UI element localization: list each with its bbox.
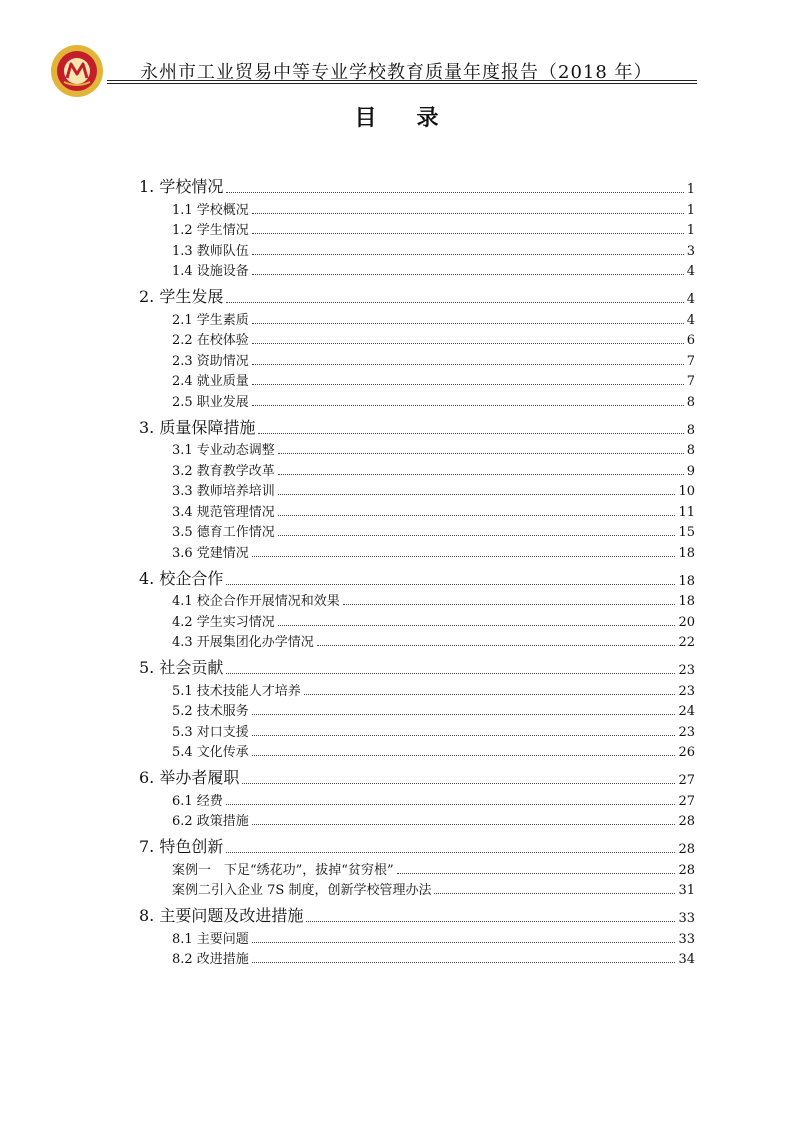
toc-section	[139, 764, 695, 829]
toc-page-number: 20	[678, 614, 695, 630]
toc-page-number: 18	[678, 545, 695, 561]
toc-item-label: 2.3 资助情况	[172, 353, 249, 369]
toc-item-entry[interactable]	[139, 389, 695, 410]
toc-section	[139, 565, 695, 651]
leader-dots	[226, 672, 675, 674]
toc-page-number: 9	[686, 463, 695, 479]
toc-item-entry[interactable]	[139, 520, 695, 541]
toc-item-entry[interactable]	[139, 947, 695, 968]
toc-page-number: 33	[678, 911, 695, 926]
toc-item-label: 3.1 专业动态调整	[172, 443, 275, 458]
toc-page-number: 4	[686, 264, 695, 279]
toc-item-entry[interactable]	[139, 589, 695, 610]
toc-section	[139, 173, 695, 279]
toc-item-entry[interactable]	[139, 699, 695, 720]
leader-dots	[252, 342, 684, 344]
leader-dots	[252, 555, 676, 557]
table-of-contents	[139, 170, 695, 971]
toc-item-label: 1.1 学校概况	[172, 202, 249, 218]
toc-item-label: 5.2 技术服务	[172, 704, 249, 719]
toc-page-number: 1	[686, 223, 695, 238]
toc-item-label: 4.2 学生实习情况	[172, 614, 275, 630]
leader-dots	[278, 624, 676, 626]
leader-dots	[306, 920, 675, 922]
toc-page-number: 27	[678, 773, 695, 788]
toc-page-number: 8	[686, 394, 695, 410]
toc-section	[139, 654, 695, 760]
leader-dots	[226, 191, 683, 193]
toc-section-label: 5. 社会贡献	[139, 658, 224, 677]
toc-page-number: 23	[678, 724, 695, 740]
toc-item-entry[interactable]	[139, 348, 695, 369]
leader-dots	[278, 514, 676, 516]
leader-dots	[278, 493, 676, 495]
toc-item-entry[interactable]	[139, 218, 695, 239]
leader-dots	[252, 734, 676, 736]
leader-dots	[278, 473, 684, 475]
toc-section-entry[interactable]	[139, 902, 695, 926]
toc-item-entry[interactable]	[139, 857, 695, 878]
leader-dots	[226, 803, 676, 805]
leader-dots	[242, 782, 675, 784]
leader-dots	[397, 872, 676, 874]
toc-item-entry[interactable]	[139, 719, 695, 740]
toc-page-number: 26	[678, 745, 695, 760]
toc-item-entry[interactable]	[139, 479, 695, 500]
leader-dots	[252, 232, 684, 234]
toc-page-number: 3	[686, 243, 695, 259]
toc-page-number: 15	[678, 525, 695, 540]
toc-section-entry[interactable]	[139, 283, 695, 307]
toc-item-label: 案例二引入企业 7S 制度，创新学校管理办法	[172, 883, 432, 898]
toc-item-label: 3.2 教育教学改革	[172, 463, 275, 479]
toc-section-label: 6. 举办者履职	[139, 768, 240, 787]
toc-item-entry[interactable]	[139, 259, 695, 280]
toc-item-label: 5.3 对口支援	[172, 724, 249, 740]
header-title: 永州市工业贸易中等专业学校教育质量年度报告（2018 年）	[140, 62, 653, 83]
toc-page-number: 1	[686, 182, 695, 197]
toc-section	[139, 414, 695, 561]
leader-dots	[226, 583, 675, 585]
leader-dots	[278, 452, 684, 454]
toc-item-entry[interactable]	[139, 540, 695, 561]
toc-item-label: 4.1 校企合作开展情况和效果	[172, 594, 340, 609]
toc-page-number: 11	[678, 504, 695, 520]
toc-page-number: 34	[678, 952, 695, 967]
toc-item-label: 4.3 开展集团化办学情况	[172, 635, 314, 650]
toc-item-entry[interactable]	[139, 630, 695, 651]
toc-page-number: 28	[678, 814, 695, 829]
leader-dots	[252, 961, 676, 963]
leader-dots	[252, 404, 684, 406]
toc-section-label: 8. 主要问题及改进措施	[139, 906, 304, 925]
toc-item-entry[interactable]	[139, 609, 695, 630]
toc-section-entry[interactable]	[139, 173, 695, 197]
toc-page-number: 4	[686, 312, 695, 328]
toc-item-entry[interactable]	[139, 740, 695, 761]
toc-item-label: 2.2 在校体验	[172, 333, 249, 348]
toc-page-number: 22	[678, 635, 695, 650]
leader-dots	[252, 322, 684, 324]
toc-page-number: 4	[686, 292, 695, 307]
toc-page-number: 7	[686, 353, 695, 369]
toc-item-entry[interactable]	[139, 438, 695, 459]
toc-section-entry[interactable]	[139, 833, 695, 857]
toc-page-number: 18	[678, 594, 695, 609]
toc-item-label: 3.3 教师培养培训	[172, 484, 275, 499]
toc-item-entry[interactable]	[139, 328, 695, 349]
toc-page-number: 28	[678, 862, 695, 878]
toc-item-entry[interactable]	[139, 238, 695, 259]
toc-item-entry[interactable]	[139, 499, 695, 520]
toc-page-number: 23	[678, 663, 695, 678]
toc-item-label: 2.4 就业质量	[172, 374, 249, 389]
leader-dots	[252, 253, 684, 255]
toc-item-label: 案例一 下足“绣花功”，拔掉“贫穷根”	[172, 862, 394, 878]
toc-section	[139, 283, 695, 410]
toc-page-number: 33	[678, 931, 695, 947]
toc-item-label: 1.2 学生情况	[172, 223, 249, 238]
toc-section-label: 1. 学校情况	[139, 177, 224, 196]
leader-dots	[252, 823, 676, 825]
toc-item-label: 3.4 规范管理情况	[172, 504, 275, 520]
leader-dots	[317, 644, 676, 646]
toc-page-number: 1	[686, 202, 695, 218]
leader-dots	[258, 432, 683, 434]
toc-item-label: 3.6 党建情况	[172, 545, 249, 561]
toc-item-entry[interactable]	[139, 678, 695, 699]
leader-dots	[252, 941, 676, 943]
toc-item-label: 2.1 学生素质	[172, 312, 249, 328]
toc-section-label: 4. 校企合作	[139, 568, 224, 588]
leader-dots	[304, 693, 676, 695]
leader-dots	[252, 754, 676, 756]
toc-page-number: 24	[678, 704, 695, 719]
toc-page-number: 23	[678, 683, 695, 699]
toc-section-label: 3. 质量保障措施	[139, 417, 256, 437]
school-logo-icon	[50, 44, 104, 98]
toc-item-entry[interactable]	[139, 788, 695, 809]
toc-item-entry[interactable]	[139, 809, 695, 830]
leader-dots	[252, 363, 684, 365]
toc-item-entry[interactable]	[139, 307, 695, 328]
toc-section-entry[interactable]	[139, 565, 695, 589]
leader-dots	[226, 851, 675, 853]
toc-item-label: 6.1 经费	[172, 793, 223, 809]
toc-item-entry[interactable]	[139, 369, 695, 390]
toc-page-number: 7	[686, 374, 695, 389]
toc-item-entry[interactable]	[139, 458, 695, 479]
leader-dots	[226, 301, 683, 303]
header-rule-double	[107, 83, 697, 84]
toc-page-number: 18	[678, 573, 695, 589]
leader-dots	[252, 713, 676, 715]
leader-dots	[434, 892, 675, 894]
toc-page-number: 6	[686, 333, 695, 348]
toc-item-label: 8.1 主要问题	[172, 931, 249, 947]
toc-section-label: 7. 特色创新	[139, 837, 224, 856]
leader-dots	[252, 383, 684, 385]
toc-page-number: 8	[686, 443, 695, 458]
leader-dots	[278, 534, 676, 536]
toc-item-label: 1.3 教师队伍	[172, 243, 249, 259]
toc-section-entry[interactable]	[139, 764, 695, 788]
toc-page-number: 10	[678, 484, 695, 499]
toc-section-entry[interactable]	[139, 654, 695, 678]
toc-item-label: 1.4 设施设备	[172, 264, 249, 279]
toc-section	[139, 902, 695, 967]
toc-item-entry[interactable]	[139, 926, 695, 947]
toc-page-number: 8	[686, 422, 695, 438]
toc-item-entry[interactable]	[139, 878, 695, 899]
toc-section-entry[interactable]	[139, 414, 695, 438]
toc-item-label: 8.2 改进措施	[172, 952, 249, 967]
toc-section-label: 2. 学生发展	[139, 287, 224, 306]
leader-dots	[343, 603, 676, 605]
header-rule	[107, 80, 697, 81]
toc-page-number: 27	[678, 793, 695, 809]
toc-item-label: 6.2 政策措施	[172, 814, 249, 829]
toc-item-label: 5.1 技术技能人才培养	[172, 683, 301, 699]
toc-item-label: 5.4 文化传承	[172, 745, 249, 760]
page-title: 目录	[354, 105, 479, 131]
toc-item-entry[interactable]	[139, 197, 695, 218]
toc-item-label: 3.5 德育工作情况	[172, 525, 275, 540]
toc-section	[139, 833, 695, 898]
toc-page-number: 28	[678, 842, 695, 857]
toc-item-label: 2.5 职业发展	[172, 394, 249, 410]
toc-page-number: 31	[678, 883, 695, 898]
leader-dots	[252, 273, 684, 275]
leader-dots	[252, 212, 684, 214]
